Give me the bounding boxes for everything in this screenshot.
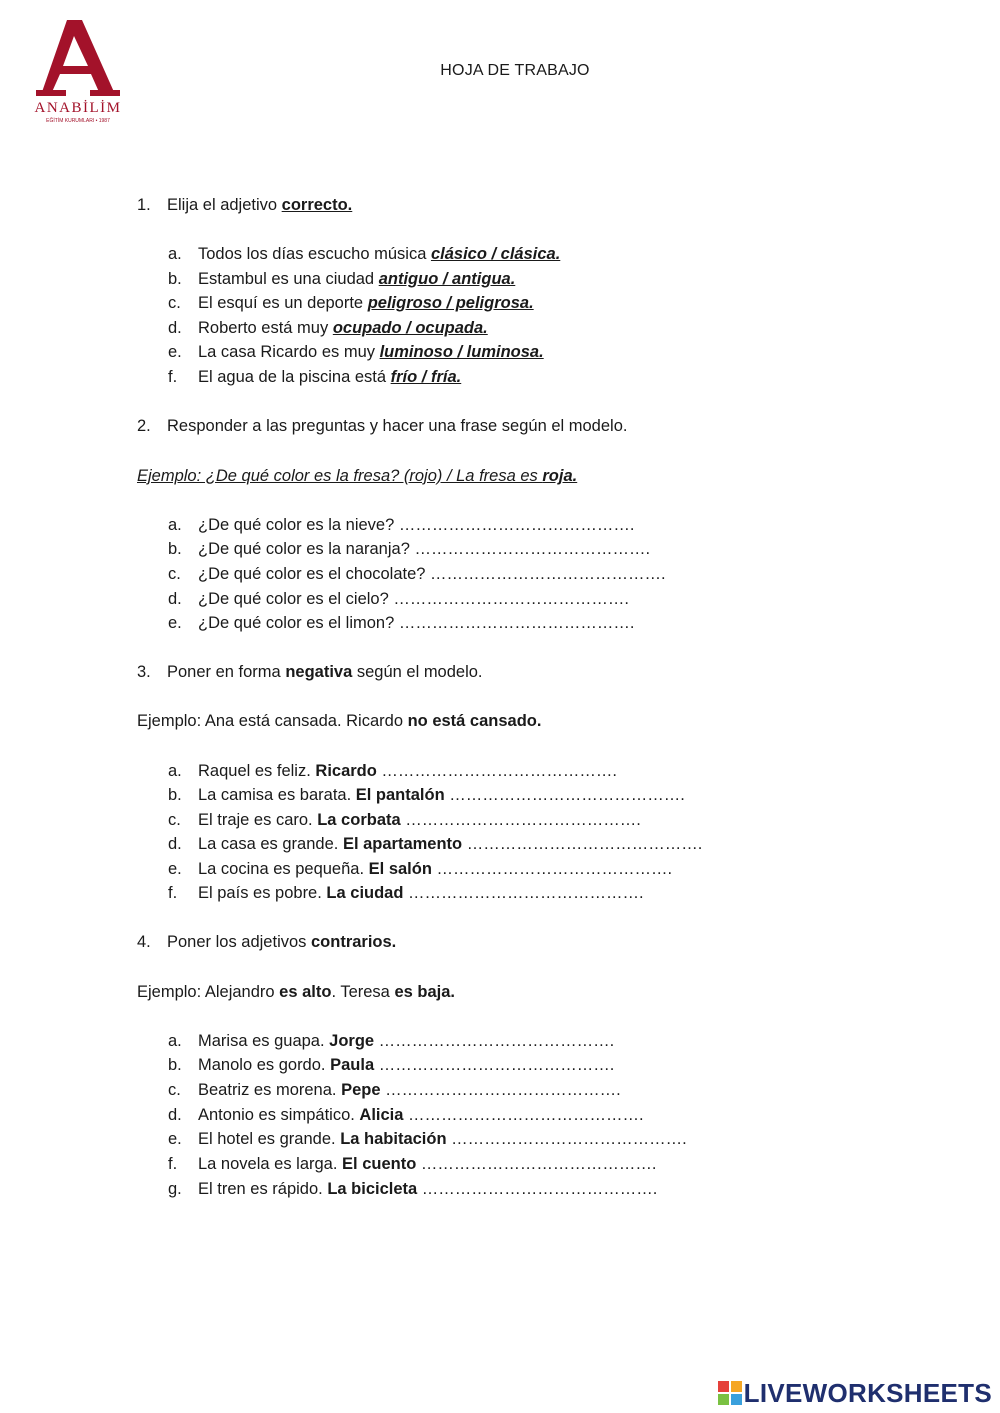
list-item[interactable]	[168, 1079, 621, 1101]
logo-square-top-left	[718, 1381, 729, 1392]
example-answer: es baja.	[394, 983, 455, 1001]
item-text: Manolo es gordo.	[198, 1056, 331, 1074]
item-subject: Ricardo	[315, 762, 377, 780]
item-text[interactable]: ¿De qué color es el cielo? …………………………………….	[198, 590, 629, 608]
section-number: 2.	[137, 417, 151, 435]
item-letter: f.	[168, 1155, 178, 1173]
item-subject: La habitación	[340, 1130, 447, 1148]
answer-choice[interactable]: antiguo / antigua.	[378, 270, 516, 288]
list-item	[168, 292, 534, 314]
list-item	[168, 268, 515, 290]
liveworksheets-wordmark: LIVEWORKSHEETS	[743, 1377, 992, 1408]
item-letter: c.	[168, 294, 181, 312]
item-letter: b.	[168, 1056, 182, 1074]
item-text: El agua de la piscina está	[198, 368, 391, 386]
section-number: 3.	[137, 663, 151, 681]
logo-square-bottom-right	[731, 1394, 742, 1405]
list-item	[168, 243, 560, 265]
item-letter: f.	[168, 368, 178, 386]
section-3-example	[137, 710, 541, 732]
list-item[interactable]	[168, 809, 641, 831]
item-letter: d.	[168, 590, 182, 608]
list-item[interactable]	[168, 538, 650, 560]
instruction-text: Elija el adjetivo	[167, 196, 282, 214]
list-item[interactable]	[168, 563, 666, 585]
item-text: El tren es rápido.	[198, 1180, 328, 1198]
instruction-text: Poner en forma	[167, 663, 286, 681]
item-text: La casa es grande.	[198, 835, 343, 853]
item-text[interactable]: ¿De qué color es el limon? …………………………………….	[198, 614, 635, 632]
item-text: La cocina es pequeña.	[198, 860, 369, 878]
item-letter: e.	[168, 1130, 182, 1148]
logo-serif-right	[90, 90, 120, 96]
item-letter: a.	[168, 516, 182, 534]
item-letter: e.	[168, 343, 182, 361]
list-item[interactable]	[168, 1030, 614, 1052]
answer-blank[interactable]: …………………………………….	[380, 1081, 621, 1099]
example-text: Ejemplo: ¿De qué color es la fresa? (rojo) / La fresa es	[137, 467, 543, 485]
item-subject: El apartamento	[342, 835, 463, 853]
instruction-keyword: correcto.	[281, 196, 353, 214]
item-subject: La corbata	[317, 811, 401, 829]
item-letter: a.	[168, 1032, 182, 1050]
item-text: Beatriz es morena.	[198, 1081, 342, 1099]
list-item	[168, 341, 544, 363]
item-text[interactable]: ¿De qué color es el chocolate? …………………………………….	[198, 565, 666, 583]
item-text: Raquel es feliz.	[198, 762, 316, 780]
list-item[interactable]	[168, 1104, 644, 1126]
item-subject: El salón	[368, 860, 432, 878]
list-item[interactable]	[168, 882, 644, 904]
item-letter: d.	[168, 835, 182, 853]
item-text[interactable]: ¿De qué color es la naranja? …………………………………….	[198, 540, 651, 558]
item-text: El hotel es grande.	[198, 1130, 341, 1148]
item-letter: c.	[168, 811, 181, 829]
instruction-text-after: según el modelo.	[352, 663, 483, 681]
example-text: Ejemplo: Alejandro	[137, 983, 280, 1001]
list-item[interactable]	[168, 1153, 656, 1175]
answer-choice[interactable]: clásico / clásica.	[430, 245, 561, 263]
section-2-example	[137, 465, 577, 487]
instruction-keyword: negativa	[285, 663, 353, 681]
item-letter: a.	[168, 245, 182, 263]
item-letter: e.	[168, 860, 182, 878]
liveworksheets-brand	[718, 1378, 992, 1408]
item-letter: d.	[168, 1106, 182, 1124]
liveworksheets-logo-icon	[718, 1381, 742, 1405]
logo-brand-subtitle: EĞİTİM KURUMLARI • 1987	[46, 118, 110, 124]
item-letter: b.	[168, 270, 182, 288]
list-item[interactable]	[168, 833, 702, 855]
item-text: Estambul es una ciudad	[198, 270, 379, 288]
item-text: Marisa es guapa.	[198, 1032, 330, 1050]
answer-choice[interactable]: frío / fría.	[390, 368, 462, 386]
item-text: El esquí es un deporte	[198, 294, 368, 312]
list-item[interactable]	[168, 612, 634, 634]
answer-blank[interactable]: …………………………………….	[431, 860, 673, 878]
answer-choice[interactable]: ocupado / ocupada.	[332, 319, 488, 337]
item-letter: a.	[168, 762, 182, 780]
logo-square-top-right	[731, 1381, 742, 1392]
answer-blank[interactable]: …………………………………….	[416, 1155, 657, 1173]
list-item	[168, 366, 461, 388]
item-text: La novela es larga.	[198, 1155, 343, 1173]
item-subject: El pantalón	[355, 786, 445, 804]
item-text: El traje es caro.	[198, 811, 318, 829]
list-item[interactable]	[168, 760, 617, 782]
list-item[interactable]	[168, 1128, 687, 1150]
item-text: Antonio es simpático.	[198, 1106, 360, 1124]
logo-serif-left	[36, 90, 66, 96]
answer-blank[interactable]: …………………………………….	[462, 835, 703, 853]
list-item[interactable]	[168, 784, 685, 806]
section-number: 4.	[137, 933, 151, 951]
answer-blank[interactable]: …………………………………….	[444, 786, 685, 804]
answer-choice[interactable]: peligroso / peligrosa.	[367, 294, 534, 312]
item-subject: El cuento	[342, 1155, 417, 1173]
section-2-instruction	[137, 415, 627, 437]
example-answer: roja.	[542, 467, 578, 485]
item-letter: b.	[168, 786, 182, 804]
item-text[interactable]: ¿De qué color es la nieve? …………………………………….	[198, 516, 635, 534]
item-letter: d.	[168, 319, 182, 337]
item-text: El país es pobre.	[198, 884, 327, 902]
example-text: Ejemplo: Ana está cansada. Ricardo	[137, 712, 408, 730]
section-3-instruction	[137, 661, 483, 683]
item-letter: b.	[168, 540, 182, 558]
section-number: 1.	[137, 196, 151, 214]
answer-blank[interactable]: …………………………………….	[417, 1180, 658, 1198]
item-subject: Jorge	[329, 1032, 375, 1050]
page-title: HOJA DE TRABAJO	[440, 62, 590, 79]
list-item	[168, 317, 488, 339]
item-text: La camisa es barata.	[198, 786, 356, 804]
item-letter: c.	[168, 1081, 181, 1099]
item-letter: g.	[168, 1180, 182, 1198]
item-subject: Alicia	[359, 1106, 404, 1124]
answer-blank[interactable]: …………………………………….	[403, 1106, 644, 1124]
item-letter: f.	[168, 884, 178, 902]
instruction-keyword: contrarios.	[311, 933, 397, 951]
section-4-example	[137, 981, 455, 1003]
list-item[interactable]	[168, 1178, 657, 1200]
instruction-text: Poner los adjetivos	[167, 933, 311, 951]
list-item[interactable]	[168, 858, 672, 880]
item-letter: c.	[168, 565, 181, 583]
item-text: La casa Ricardo es muy	[198, 343, 380, 361]
example-text-mid: . Teresa	[331, 983, 395, 1001]
item-subject: Pepe	[341, 1081, 381, 1099]
section-4-instruction	[137, 931, 396, 953]
item-subject: Paula	[330, 1056, 375, 1074]
list-item[interactable]	[168, 588, 629, 610]
list-item[interactable]	[168, 1054, 614, 1076]
example-answer: no está cansado.	[407, 712, 542, 730]
instruction-text: Responder a las preguntas y hacer una frase según el modelo.	[167, 417, 628, 435]
answer-blank[interactable]: …………………………………….	[446, 1130, 687, 1148]
answer-blank[interactable]: …………………………………….	[374, 1056, 615, 1074]
item-subject: La ciudad	[326, 884, 404, 902]
item-text: Todos los días escucho música	[198, 245, 431, 263]
answer-choice[interactable]: luminoso / luminosa.	[379, 343, 544, 361]
answer-blank[interactable]: …………………………………….	[400, 811, 641, 829]
item-subject: La bicicleta	[327, 1180, 418, 1198]
answer-blank[interactable]: …………………………………….	[403, 884, 644, 902]
item-letter: e.	[168, 614, 182, 632]
logo-square-bottom-left	[718, 1394, 729, 1405]
list-item[interactable]	[168, 514, 634, 536]
item-text: Roberto está muy	[198, 319, 333, 337]
answer-blank[interactable]: …………………………………….	[376, 762, 618, 780]
example-bold: es alto	[279, 983, 332, 1001]
logo-brand-name: ANABİLİM	[34, 100, 122, 116]
section-1-instruction	[137, 194, 352, 216]
answer-blank[interactable]: …………………………………….	[374, 1032, 615, 1050]
